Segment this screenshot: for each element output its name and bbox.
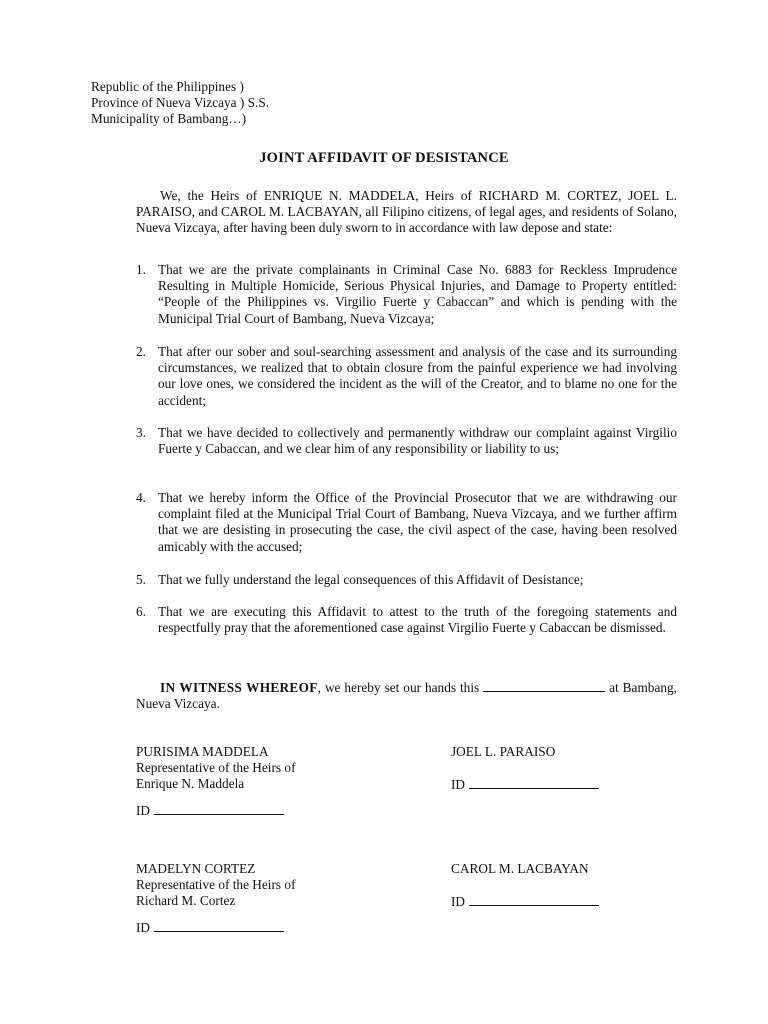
item-text: That we are executing this Affidavit to attest to the truth of the foregoing statements and respectfully pray that the aforementioned case against Virgilio Fuerte y Cabaccan be dismissed. [158, 604, 677, 636]
signatory-joel [451, 744, 599, 793]
id-blank-line[interactable] [154, 802, 284, 815]
id-field [451, 776, 599, 793]
signatory-name: PURISIMA MADDELA [136, 744, 269, 759]
id-label: ID [451, 777, 466, 793]
venue-line-country: Republic of the Philippines ) [91, 79, 244, 94]
intro-paragraph: We, the Heirs of ENRIQUE N. MADDELA, Heirs of RICHARD M. CORTEZ, JOEL L. PARAISO, and CAROL M. LACBAYAN, all Filipino citizens, of legal ages, and residents of Solano, Nueva Vizcaya, after having been duly sworn to in accordance with law depose and state: [136, 188, 677, 236]
signatory-name: JOEL L. PARAISO [451, 744, 556, 759]
list-item-3 [136, 425, 677, 457]
id-blank-line[interactable] [154, 919, 284, 932]
item-text: That we hereby inform the Office of the Provincial Prosecutor that we are withdrawing our complaint filed at the Municipal Trial Court of Bambang, Nueva Vizcaya, and we further affirm that we are desisting in prosecuting the case, the civil aspect of the case, having been resolved amicably with the accused; [158, 490, 677, 554]
list-item-6 [136, 604, 677, 636]
item-text: That we have decided to collectively and permanently withdraw our complaint against Virgilio Fuerte y Cabaccan, and we clear him of any responsibility or liability to us; [158, 425, 677, 457]
list-item-1 [136, 262, 677, 327]
signatory-carol [451, 861, 599, 910]
id-label: ID [136, 919, 151, 935]
signatory-represented: Richard M. Cortez [136, 893, 236, 909]
id-blank-line[interactable] [469, 893, 599, 906]
signatory-name: MADELYN CORTEZ [136, 861, 256, 876]
date-blank-line[interactable] [483, 679, 605, 692]
id-field [451, 893, 599, 910]
signatory-madelyn [136, 861, 296, 936]
id-field [136, 919, 296, 936]
signatory-purisima [136, 744, 296, 819]
item-number: 2. [136, 344, 146, 359]
item-text: That we are the private complainants in Criminal Case No. 6883 for Reckless Imprudence Resulting in Multiple Homicide, Serious Physical Injuries, and Damage to Property entitled: “People of the Philippines vs. Virgilio Fuerte y Cabaccan” and which is pending with the Municipal Trial Court of Bambang, Nueva Vizcaya; [158, 262, 677, 326]
venue-line-municipality: Municipality of Bambang…) [91, 111, 247, 127]
id-label: ID [451, 894, 466, 910]
witness-lead: IN WITNESS WHEREOF [160, 680, 318, 695]
document-title: JOINT AFFIDAVIT OF DESISTANCE [259, 150, 509, 166]
id-label: ID [136, 802, 151, 818]
venue-line-province: Province of Nueva Vizcaya ) S.S. [91, 95, 270, 111]
list-item-2 [136, 344, 677, 409]
item-number: 4. [136, 490, 146, 505]
item-number: 6. [136, 604, 146, 619]
id-blank-line[interactable] [469, 776, 599, 789]
signatory-role: Representative of the Heirs of [136, 877, 296, 893]
item-number: 3. [136, 425, 146, 440]
list-item-5 [136, 572, 677, 588]
list-item-4 [136, 490, 677, 555]
item-number: 1. [136, 262, 146, 277]
item-text: That we fully understand the legal consequences of this Affidavit of Desistance; [158, 572, 584, 587]
venue-block [91, 79, 269, 128]
id-field [136, 802, 296, 819]
item-number: 5. [136, 572, 146, 587]
signatory-represented: Enrique N. Maddela [136, 776, 245, 792]
item-text: That after our sober and soul-searching assessment and analysis of the case and its surrounding circumstances, we realized that to obtain closure from the painful experience we had involving our love ones, we considered the incident as the will of the Creator, and to blame no one for the accident; [158, 344, 677, 408]
witness-middle: , we hereby set our hands this [317, 680, 480, 695]
signatory-name: CAROL M. LACBAYAN [451, 861, 589, 876]
witness-after: at Bambang, Nueva Vizcaya. [136, 680, 677, 712]
witness-clause [136, 679, 677, 712]
signatory-role: Representative of the Heirs of [136, 760, 296, 776]
